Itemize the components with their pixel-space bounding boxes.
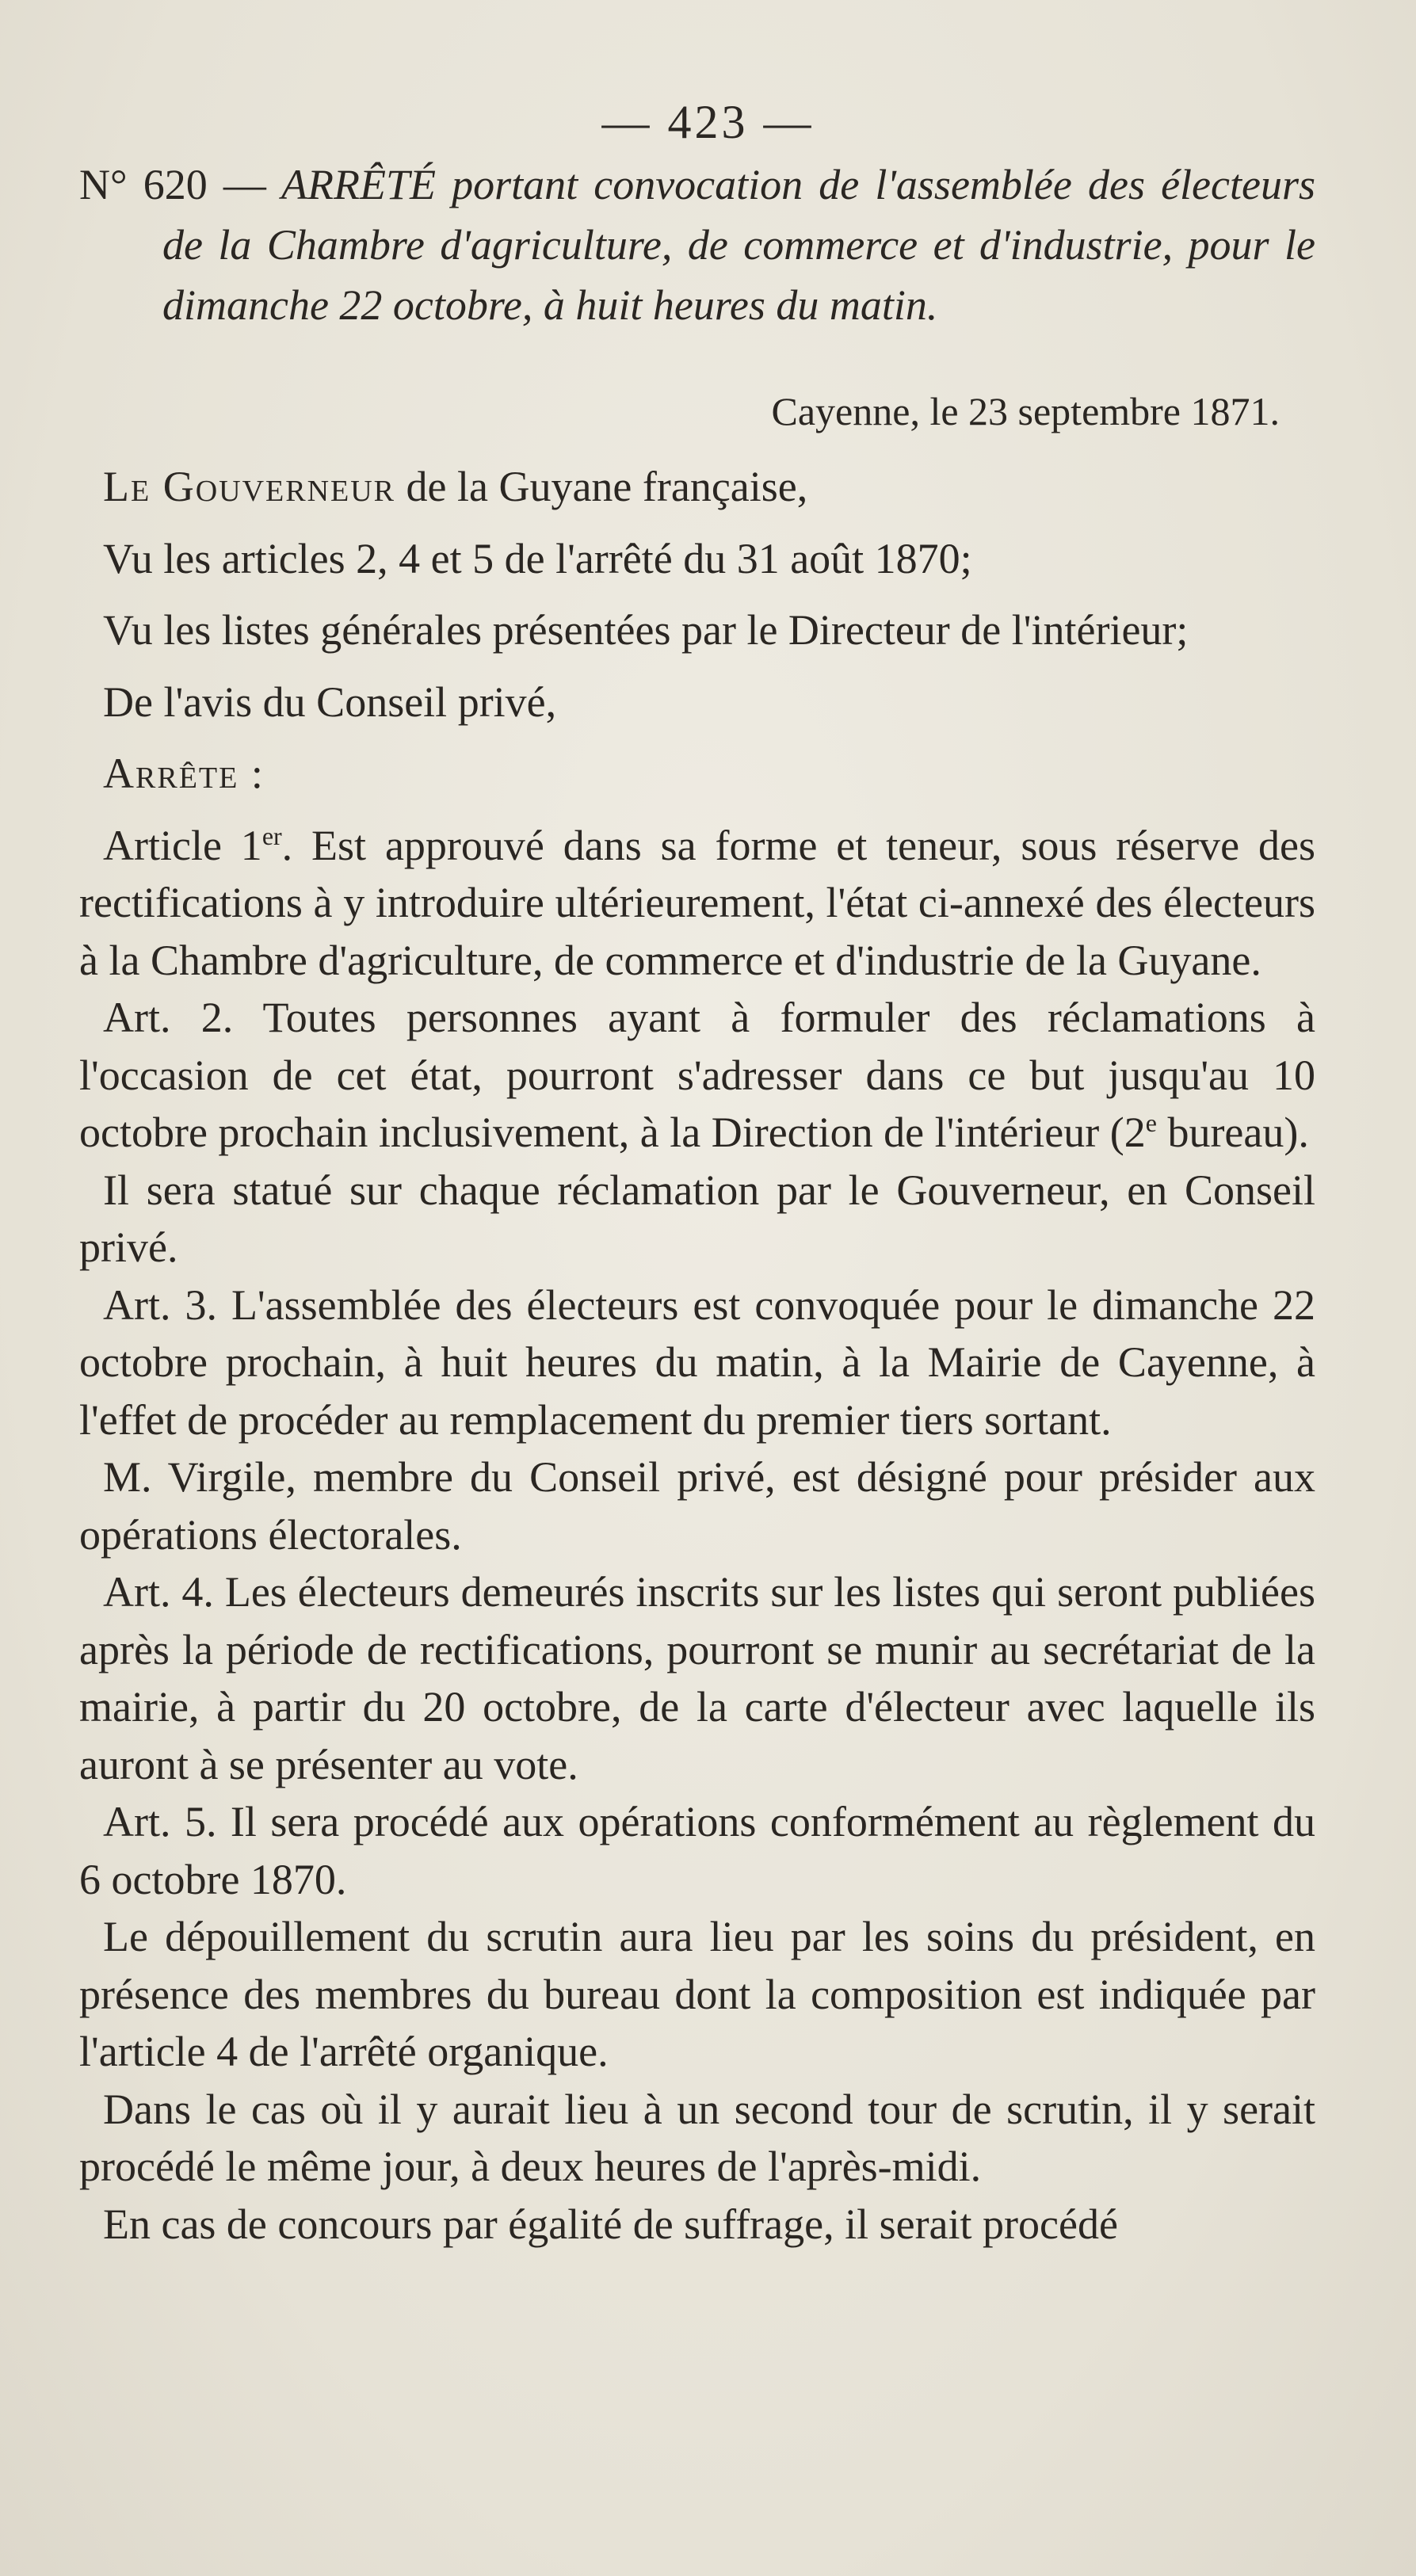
article-1-sup: er — [261, 821, 282, 850]
preamble-vu-1: Vu les articles 2, 4 et 5 de l'arrêté du 31 août 1870; — [103, 534, 972, 582]
article-1 — [79, 817, 1315, 990]
article-2-paragraph-1 — [79, 989, 1315, 1162]
article-1-label: Article 1 — [103, 821, 262, 869]
article-3-paragraph-1: Art. 3. L'assemblée des électeurs est convoquée pour le dimanche 22 octobre prochain, à huit heures du matin, à la Mairie de Cayenne, à l'effet de procéder au remplacement du premier tiers sortant. — [79, 1280, 1315, 1444]
article-5-paragraph-3: Dans le cas où il y aurait lieu à un second tour de scrutin, il y serait procédé le même jour, à deux heures de l'après-midi. — [79, 2085, 1315, 2190]
article-1-text: . Est approuvé dans sa forme et teneur, sous réserve des rectifications à y introduire ultérieurement, l'état ci-annexé des électeurs à la Chambre d'agriculture, de commerce et d'industrie de la Guyane. — [79, 821, 1315, 984]
article-2-text: Art. 2. Toutes personnes ayant à formuler des réclamations à l'occasion de cet état, pourront s'adresser dans ce but jusqu'au 10 octobre prochain inclusivement, à la Direction de l'intérieur (2 — [79, 994, 1315, 1156]
article-5-paragraph-4: En cas de concours par égalité de suffrage, il serait procédé — [103, 2200, 1118, 2248]
article-4: Art. 4. Les électeurs demeurés inscrits sur les listes qui seront publiées après la période de rectifications, pourront se munir au secrétariat de la mairie, à partir du 20 octobre, de la carte d'électeur avec laquelle ils auront à se présenter au vote. — [79, 1568, 1315, 1788]
article-2-text-end: bureau). — [1156, 1109, 1309, 1156]
preamble-avis: De l'avis du Conseil privé, — [103, 677, 557, 726]
decree-title-lead: ARRÊTÉ — [281, 161, 436, 208]
article-5-paragraph-2: Le dépouillement du scrutin aura lieu par les soins du président, en présence des membres du bureau dont la composition est indiquée par l'article 4 de l'arrêté organique. — [79, 1913, 1315, 2075]
preamble-vu-2: Vu les listes générales présentées par le Directeur de l'intérieur; — [103, 606, 1189, 654]
arrete-heading: Arrête : — [103, 750, 265, 797]
governor-label: Le Gouverneur — [103, 463, 396, 510]
decree-title-text: portant convocation de l'assemblée des électeurs de la Chambre d'agriculture, de commerce et d'industrie, pour le dimanche 22 octobre, à huit heures du matin. — [162, 161, 1315, 329]
place-date-line: Cayenne, le 23 septembre 1871. — [771, 389, 1280, 433]
article-3-paragraph-2: M. Virgile, membre du Conseil privé, est désigné pour présider aux opérations électorales. — [79, 1453, 1315, 1559]
decree-number: N° 620 — — [79, 161, 266, 208]
decree-body — [79, 458, 1315, 2253]
article-5-paragraph-1: Art. 5. Il sera procédé aux opérations conformément au règlement du 6 octobre 1870. — [79, 1798, 1315, 1903]
decree-title — [79, 155, 1315, 335]
preamble-governor — [79, 458, 1315, 516]
page-number-header: — 423 — — [601, 96, 815, 148]
article-2-paragraph-2: Il sera statué sur chaque réclamation par le Gouverneur, en Conseil privé. — [79, 1166, 1315, 1271]
governor-text: de la Guyane française, — [406, 463, 808, 510]
article-2-sup: e — [1145, 1109, 1157, 1137]
